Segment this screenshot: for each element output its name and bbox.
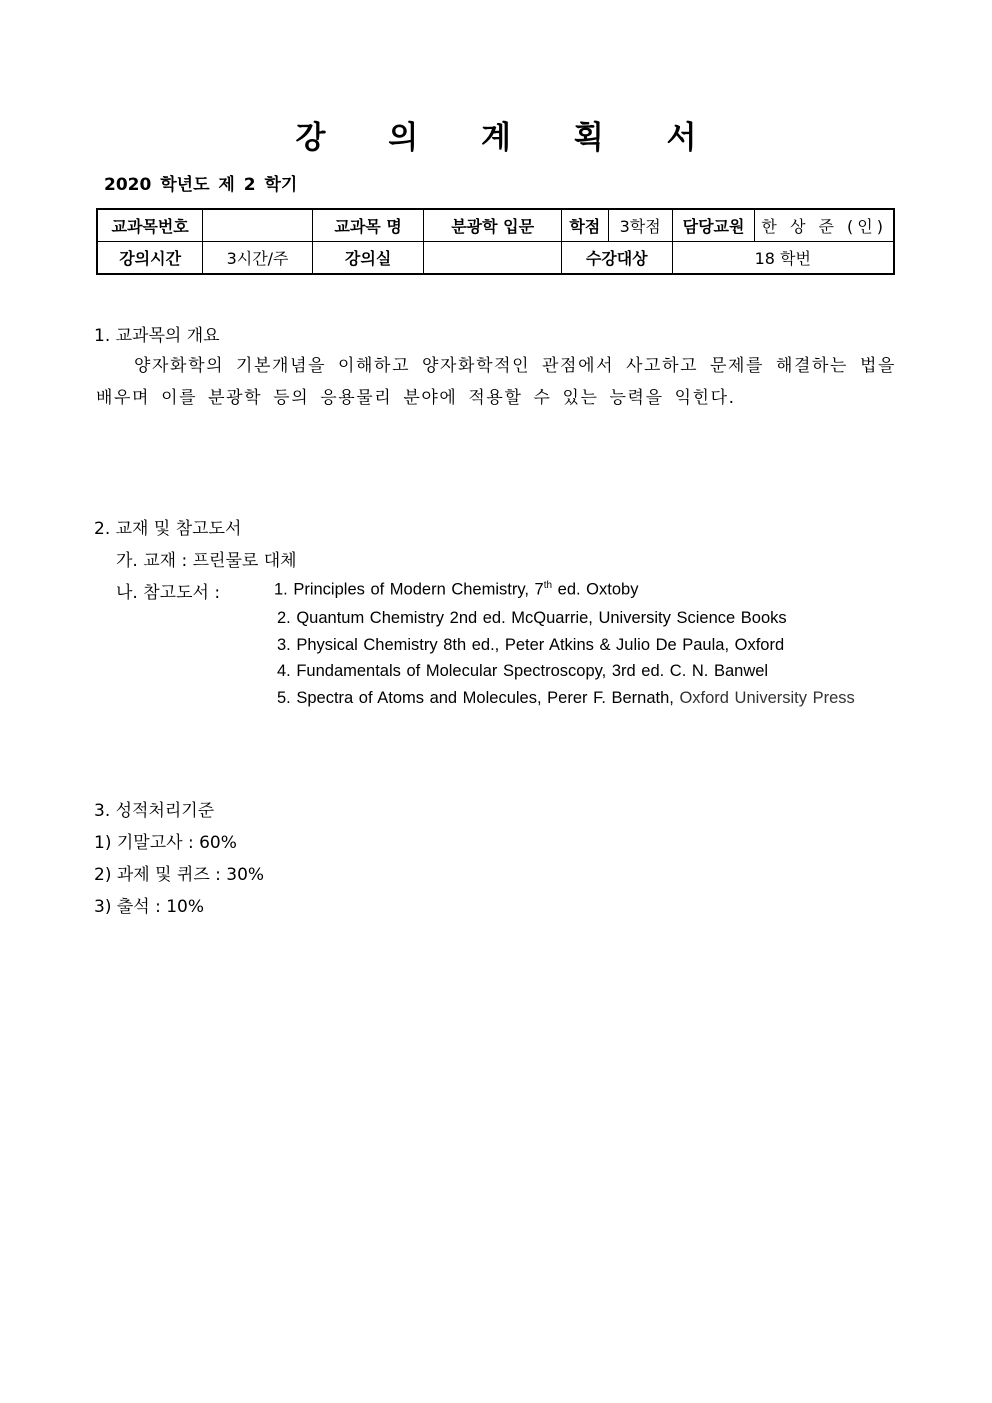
instructor-label: 담당교원 bbox=[672, 209, 755, 242]
textbook-line: 가. 교재 : 프린물로 대체 bbox=[116, 551, 297, 571]
course-name-label: 교과목 명 bbox=[312, 209, 424, 242]
section2-heading: 2. 교재 및 참고도서 bbox=[94, 519, 242, 539]
reference-item: 4. Fundamentals of Molecular Spectroscopy, 3rd ed. C. N. Banwel bbox=[277, 662, 769, 680]
course-name-value: 분광학 입문 bbox=[424, 209, 561, 242]
grading-item: 1) 기말고사 : 60% bbox=[94, 833, 237, 853]
table-row bbox=[97, 209, 894, 242]
time-label: 강의시간 bbox=[97, 242, 203, 275]
section1-body: 양자화학의 기본개념을 이해하고 양자화학적인 관점에서 사고하고 문제를 해결하는 법을 배우며 이를 분광학 등의 응용물리 분야에 적용할 수 있는 능력을 익힌다. bbox=[96, 356, 896, 408]
reference-item: 5. Spectra of Atoms and Molecules, Perer F. Bernath, Oxford University Press bbox=[277, 689, 855, 707]
reference-item: 2. Quantum Chemistry 2nd ed. McQuarrie, University Science Books bbox=[277, 609, 787, 627]
table-row bbox=[97, 242, 894, 275]
document-title: 강 의 계 획 서 bbox=[295, 120, 723, 156]
target-label: 수강대상 bbox=[561, 242, 672, 275]
room-label: 강의실 bbox=[312, 242, 424, 275]
instructor-value: 한 상 준 (인) bbox=[755, 209, 894, 242]
reference-item: 3. Physical Chemistry 8th ed., Peter Atkins & Julio De Paula, Oxford bbox=[277, 636, 785, 654]
course-info-table bbox=[96, 208, 895, 275]
credit-label: 학점 bbox=[561, 209, 608, 242]
target-value: 18 학번 bbox=[672, 242, 894, 275]
course-no-label: 교과목번호 bbox=[97, 209, 203, 242]
section1-heading: 1. 교과목의 개요 bbox=[94, 326, 220, 346]
grading-item: 3) 출석 : 10% bbox=[94, 897, 205, 917]
section3-heading: 3. 성적처리기준 bbox=[94, 801, 215, 821]
credit-value: 3학점 bbox=[608, 209, 672, 242]
reference-label: 나. 참고도서 : bbox=[116, 583, 221, 603]
room-value bbox=[424, 242, 561, 275]
reference-item: 1. Principles of Modern Chemistry, 7th ed. Oxtoby bbox=[274, 580, 639, 599]
time-value: 3시간/주 bbox=[203, 242, 313, 275]
semester-line: 2020 학년도 제 2 학기 bbox=[104, 175, 298, 195]
course-no-value bbox=[203, 209, 313, 242]
grading-item: 2) 과제 및 퀴즈 : 30% bbox=[94, 865, 265, 885]
